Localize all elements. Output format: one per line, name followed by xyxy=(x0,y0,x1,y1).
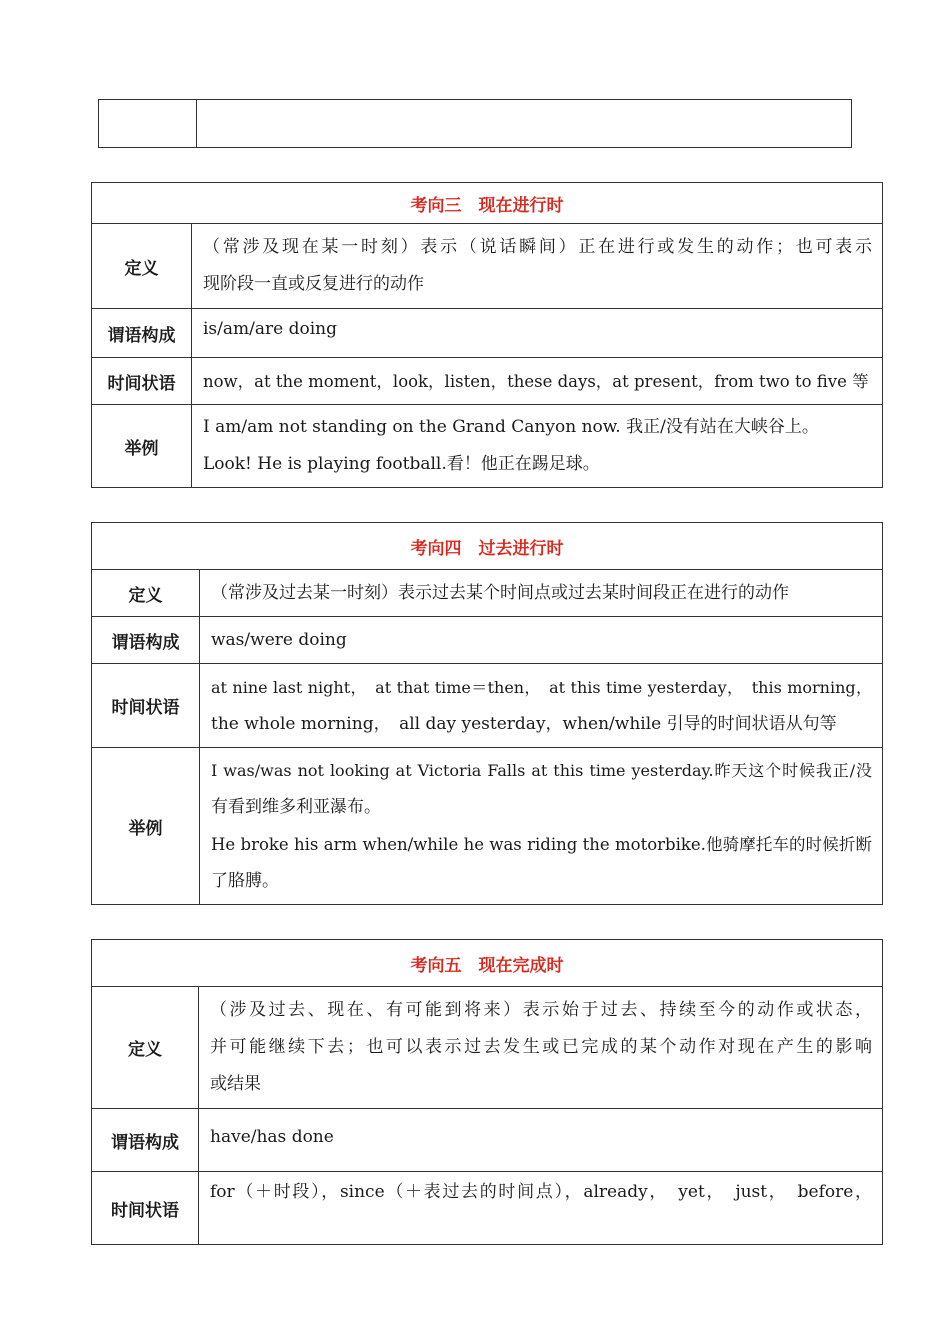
row-label-example: 举例 xyxy=(92,748,200,905)
content-line: （涉及过去、现在、有可能到将来）表示始于过去、持续至今的动作或状态， xyxy=(210,1000,872,1020)
content-line: Look! He is playing football.看！他正在踢足球。 xyxy=(203,454,600,474)
content-line: the whole morning， all day yesterday，when/while 引导的时间状语从句等 xyxy=(211,713,837,734)
row-label-predicate: 谓语构成 xyxy=(92,617,200,664)
row-label-time-adverbial: 时间状语 xyxy=(92,358,192,405)
predicate-content xyxy=(199,1109,883,1172)
content-line: He broke his arm when/while he was riding the motorbike.他骑摩托车的时候折断 xyxy=(211,835,872,854)
example-content xyxy=(192,405,883,488)
content-line: （常涉及现在某一时刻）表示（说话瞬间）正在进行或发生的动作；也可表示 xyxy=(203,237,872,257)
content-line: 现阶段一直或反复进行的动作 xyxy=(203,274,424,294)
table-present-continuous xyxy=(91,182,883,488)
content-line: 有看到维多利亚瀑布。 xyxy=(211,797,381,817)
empty-cell-right xyxy=(197,100,852,148)
content-line: for（＋时段），since（＋表过去的时间点），already， yet， just， before， xyxy=(210,1182,872,1202)
row-label-predicate: 谓语构成 xyxy=(92,309,192,358)
table-past-continuous xyxy=(91,522,883,905)
predicate-content xyxy=(200,617,883,664)
table-heading: 考向三 现在进行时 xyxy=(92,183,883,224)
example-content xyxy=(200,748,883,905)
content-line: 了胳膊。 xyxy=(211,871,279,891)
content-line: at nine last night， at that time＝then， at this time yesterday， this morning， xyxy=(211,677,872,697)
row-label-time-adverbial: 时间状语 xyxy=(92,664,200,748)
row-label-predicate: 谓语构成 xyxy=(92,1109,199,1172)
content-line: 并可能继续下去；也可以表示过去发生或已完成的某个动作对现在产生的影响 xyxy=(210,1037,872,1057)
time-adverbial-content xyxy=(200,664,883,748)
content-line: was/were doing xyxy=(211,629,347,650)
definition-content xyxy=(192,224,883,309)
definition-content xyxy=(199,987,883,1109)
row-label-definition: 定义 xyxy=(92,987,199,1109)
content-line: （常涉及过去某一时刻）表示过去某个时间点或过去某时间段正在进行的动作 xyxy=(211,582,789,603)
time-adverbial-content xyxy=(192,358,883,405)
content-line: have/has done xyxy=(210,1127,334,1147)
content-line: is/am/are doing xyxy=(203,319,337,339)
content-line: 或结果 xyxy=(210,1074,261,1094)
table-heading: 考向四 过去进行时 xyxy=(92,523,883,570)
row-label-time-adverbial: 时间状语 xyxy=(92,1172,199,1245)
content-line: I am/am not standing on the Grand Canyon now. 我正/没有站在大峡谷上。 xyxy=(203,417,819,437)
content-line: now，at the moment，look，listen，these days，at present，from two to five 等 xyxy=(203,371,869,391)
table-heading: 考向五 现在完成时 xyxy=(92,940,883,987)
definition-content xyxy=(200,570,883,617)
time-adverbial-content xyxy=(199,1172,883,1245)
predicate-content xyxy=(192,309,883,358)
row-label-definition: 定义 xyxy=(92,224,192,309)
table-present-perfect xyxy=(91,939,883,1245)
row-label-definition: 定义 xyxy=(92,570,200,617)
row-label-example: 举例 xyxy=(92,405,192,488)
empty-cell-left xyxy=(99,100,197,148)
content-line: I was/was not looking at Victoria Falls at this time yesterday.昨天这个时候我正/没 xyxy=(211,761,872,780)
top-empty-table xyxy=(98,99,852,148)
